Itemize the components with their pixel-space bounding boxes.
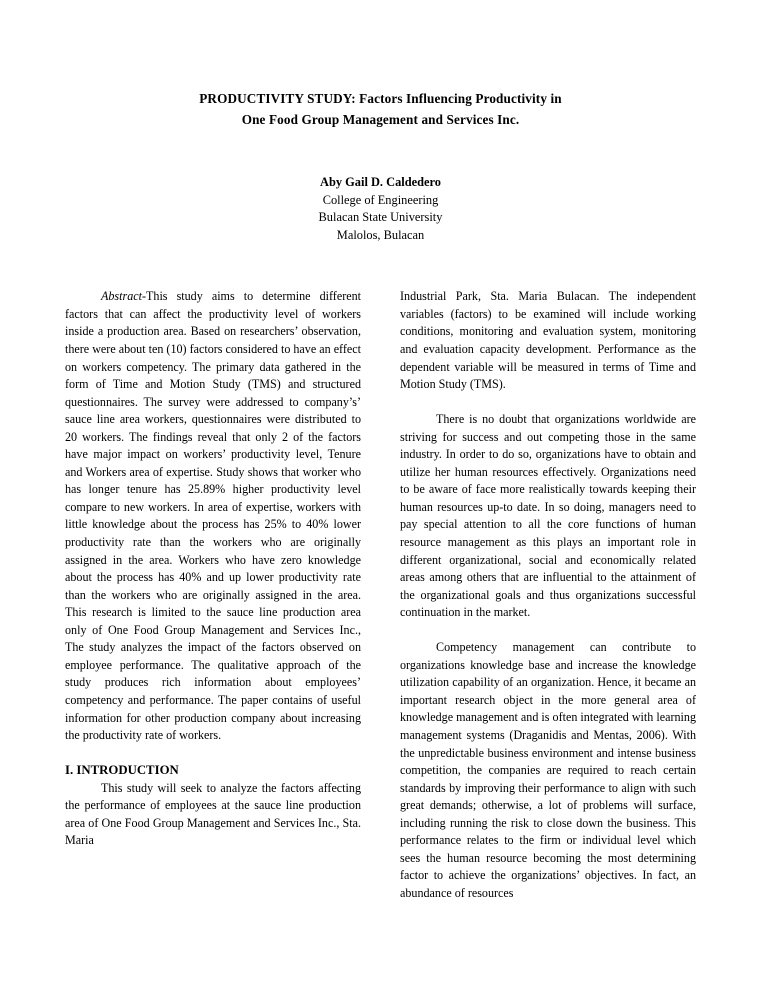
abstract-paragraph [65, 288, 361, 744]
author-location: Malolos, Bulacan [336, 227, 425, 242]
title-line-1: PRODUCTIVITY STUDY: Factors Influencing Productivity in [199, 91, 562, 106]
title-block [131, 88, 631, 130]
introduction-paragraph: This study will seek to analyze the factors affecting the performance of employees at the sauce line production area of One Food Group Management and Services Inc., Sta. Maria [65, 780, 361, 848]
right-paragraph-2: There is no doubt that organizations worldwide are striving for success and out competing those in the same industry. In order to do so, organizations have to obtain and utilize her human resources effectively. Organizations need to be aware of face more realistically towards keeping their human resources up-to date. In so doing, managers need to pay special attention to all the core functions of human resource management as this plays an important role in different organizational, social and economically related areas among others that are influential to the attainment of the organizational goals and thus organizations successful continuation in the market. [400, 412, 696, 620]
body-columns [65, 288, 696, 902]
author-name: Aby Gail D. Caldedero [320, 175, 441, 189]
right-column [400, 288, 696, 902]
author-block [65, 174, 696, 244]
abstract-label: Abstract- [101, 289, 147, 304]
right-paragraph-3: Competency management can contribute to organizations knowledge base and increase the knowledge utilization capability of an organization. Hence, it became an important research object in the more general area of knowledge management and is often integrated with learning management systems (Draganidis and Mentas, 2006). With the unpredictable business environment and intense business competition, the companies are required to reach certain standards by improving their performance to align with such great demands; otherwise, a lot of problems will surface, including running the risk to close down the business. This performance relates to the firm or individual level which sees the human resource becoming the most determining factor to achieve the organizations’ objectives. In fact, an abundance of resources [400, 640, 696, 900]
section-heading-introduction: I. INTRODUCTION [65, 763, 179, 778]
author-affiliation: College of Engineering [322, 192, 439, 207]
author-institution: Bulacan State University [318, 210, 443, 225]
title-line-2: One Food Group Management and Services Inc. [241, 112, 520, 127]
page-title [131, 88, 631, 130]
right-paragraph-1: Industrial Park, Sta. Maria Bulacan. The independent variables (factors) to be examined will include working conditions, monitoring and evaluation system, monitoring and evaluation capacity development. Performance as the dependent variable will be measured in terms of Time and Motion Study (TMS). [400, 289, 696, 392]
left-column [65, 288, 361, 902]
abstract-body: This study aims to determine different factors that can affect the productivity level of workers inside a production area. Based on researchers’ observation, there were about ten (10) factors considered to have an effect on workers competency. The primary data gathered in the form of Time and Motion Study (TMS) and structured questionnaires. The survey were addressed to company’s’ sauce line area workers, questionnaires were distributed to 20 workers. The findings reveal that only 2 of the factors have major impact on workers’ productivity level, Tenure and Workers area of expertise. Study shows that worker who has longer tenure has 25.89% higher productivity level compare to new workers. In area of expertise, workers with little knowledge about the process has 25% to 40% lower productivity rate than the workers who are originally assigned in the area. Workers who have zero knowledge about the process has 40% and up lower productivity rate than the workers who are originally assigned in the area. This research is limited to the sauce line production area only of One Food Group Management and Services Inc., The study analyzes the impact of the factors observed on employee performance. The qualitative approach of the study produces rich information about employees’ competency and performance. The paper contains of useful information for other production company about increasing the productivity rate of workers. [65, 289, 361, 743]
